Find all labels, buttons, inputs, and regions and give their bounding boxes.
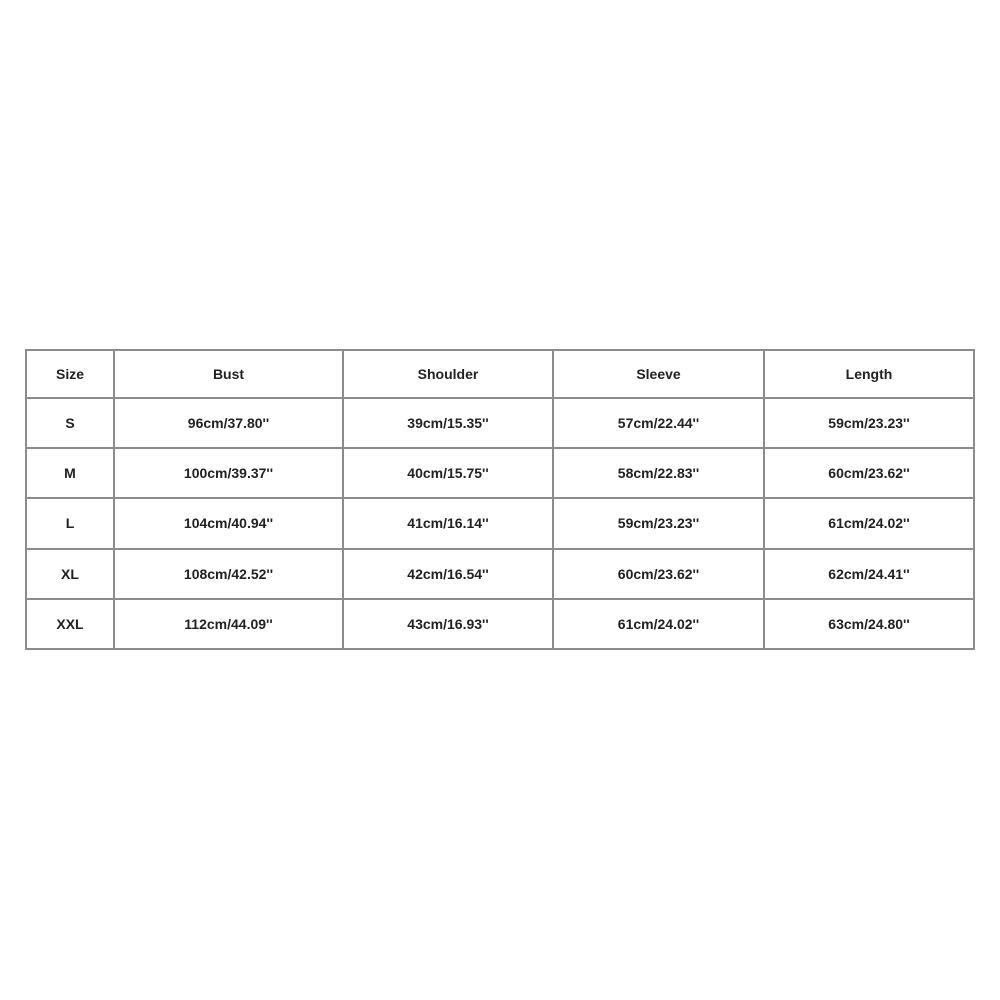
cell-length: 59cm/23.23'' [764,398,974,448]
header-size: Size [26,350,114,398]
cell-bust: 112cm/44.09'' [114,599,343,649]
cell-size: S [26,398,114,448]
table-row [26,549,974,599]
cell-sleeve: 59cm/23.23'' [553,498,764,548]
cell-sleeve: 61cm/24.02'' [553,599,764,649]
cell-bust: 104cm/40.94'' [114,498,343,548]
cell-length: 63cm/24.80'' [764,599,974,649]
cell-shoulder: 40cm/15.75'' [343,448,553,498]
table-body [26,398,974,649]
cell-sleeve: 58cm/22.83'' [553,448,764,498]
cell-size: XL [26,549,114,599]
cell-size: XXL [26,599,114,649]
cell-shoulder: 42cm/16.54'' [343,549,553,599]
cell-size: M [26,448,114,498]
table-row [26,448,974,498]
table-row [26,599,974,649]
cell-length: 60cm/23.62'' [764,448,974,498]
cell-bust: 96cm/37.80'' [114,398,343,448]
cell-length: 62cm/24.41'' [764,549,974,599]
header-length: Length [764,350,974,398]
size-chart-table [25,349,975,650]
table-row [26,498,974,548]
header-sleeve: Sleeve [553,350,764,398]
table-header [26,350,974,398]
cell-bust: 100cm/39.37'' [114,448,343,498]
cell-bust: 108cm/42.52'' [114,549,343,599]
cell-size: L [26,498,114,548]
cell-shoulder: 43cm/16.93'' [343,599,553,649]
cell-length: 61cm/24.02'' [764,498,974,548]
cell-sleeve: 60cm/23.62'' [553,549,764,599]
header-shoulder: Shoulder [343,350,553,398]
cell-shoulder: 41cm/16.14'' [343,498,553,548]
header-bust: Bust [114,350,343,398]
table-row [26,398,974,448]
header-row [26,350,974,398]
cell-shoulder: 39cm/15.35'' [343,398,553,448]
cell-sleeve: 57cm/22.44'' [553,398,764,448]
